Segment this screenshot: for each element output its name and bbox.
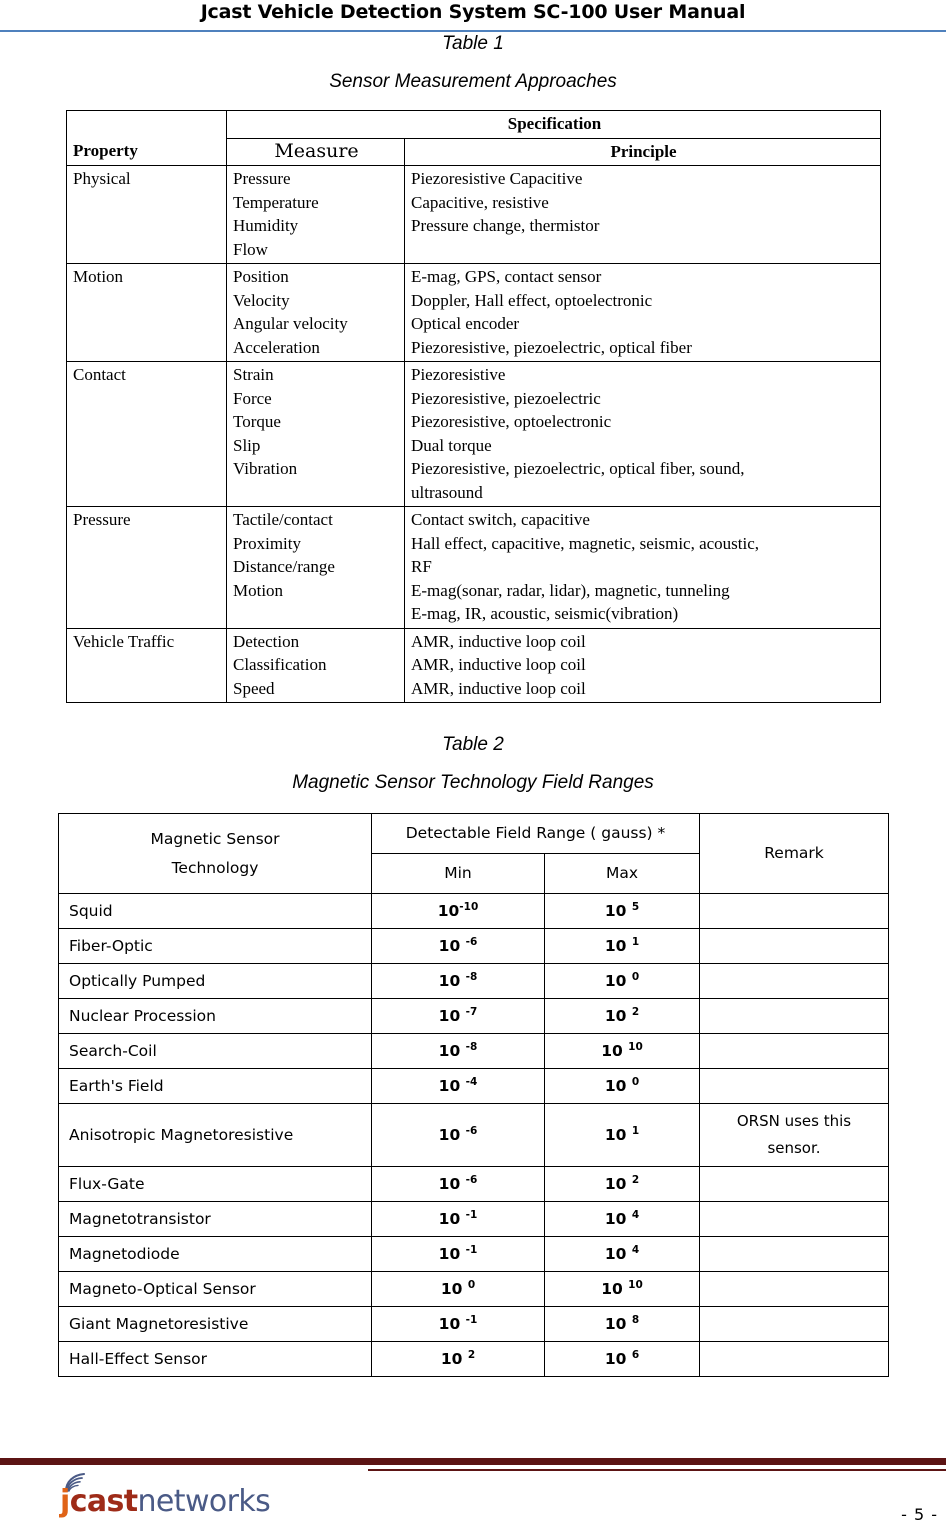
table2-col-field-range: Detectable Field Range ( gauss) * xyxy=(372,814,700,854)
cell-technology: Anisotropic Magnetoresistive xyxy=(59,1104,372,1167)
cell-measure xyxy=(227,264,405,362)
cell-line: Hall effect, capacitive, magnetic, seismic, acoustic, xyxy=(411,533,760,553)
cell-line: Speed xyxy=(233,678,275,698)
footer-divider-thin xyxy=(368,1469,946,1471)
value-exponent: 0 xyxy=(631,1075,640,1088)
value-base: 10 xyxy=(604,1210,632,1228)
logo-part-j: j xyxy=(60,1484,70,1519)
value-base: 10 xyxy=(438,1315,466,1333)
value-exponent: 2 xyxy=(467,1348,476,1361)
cell-technology: Magnetotransistor xyxy=(59,1202,372,1237)
value-base: 10 xyxy=(438,1175,466,1193)
cell-technology: Squid xyxy=(59,894,372,929)
cell-line: AMR, inductive loop coil xyxy=(411,655,586,674)
cell-min xyxy=(372,1237,545,1272)
value-base: 10 xyxy=(604,1245,632,1263)
table1-caption-number: Table 1 xyxy=(442,33,504,54)
table1-caption xyxy=(0,32,946,94)
cell-line: Velocity xyxy=(233,290,290,310)
magnetic-sensor-field-ranges-table xyxy=(58,813,889,1377)
cell-technology: Earth's Field xyxy=(59,1069,372,1104)
cell-min xyxy=(372,1272,545,1307)
sensor-measurement-approaches-table xyxy=(66,110,881,703)
value-base: 10 xyxy=(438,1077,466,1095)
value-base: 10 xyxy=(438,1042,466,1060)
cell-technology: Optically Pumped xyxy=(59,964,372,999)
cell-technology: Flux-Gate xyxy=(59,1167,372,1202)
value-exponent: 1 xyxy=(631,935,640,948)
cell-max xyxy=(545,1167,700,1202)
table-row xyxy=(67,507,881,629)
value-exponent: -8 xyxy=(465,970,478,983)
cell-line: Humidity xyxy=(233,216,299,235)
value-base: 10 xyxy=(438,972,466,990)
table1-body xyxy=(67,166,881,703)
cell-line: Motion xyxy=(73,267,124,286)
table-row xyxy=(67,628,881,703)
table2-col-min: Min xyxy=(372,854,545,894)
cell-min xyxy=(372,1202,545,1237)
table2-caption xyxy=(0,733,946,795)
value-exponent: 2 xyxy=(631,1005,640,1018)
cell-min xyxy=(372,1034,545,1069)
value-exponent: -1 xyxy=(465,1313,478,1326)
value-base: 10 xyxy=(604,1175,632,1193)
value-base: 10 xyxy=(437,902,460,920)
value-exponent: -1 xyxy=(465,1208,478,1221)
cell-line: Piezoresistive, piezoelectric xyxy=(411,388,601,408)
value-base: 10 xyxy=(604,1315,632,1333)
cell-remark xyxy=(700,1167,889,1202)
value-base: 10 xyxy=(438,1007,466,1025)
table1-col-specification: Specification xyxy=(227,111,881,139)
table-row xyxy=(59,894,889,929)
cell-measure xyxy=(227,362,405,507)
cell-max xyxy=(545,1034,700,1069)
cell-max xyxy=(545,1237,700,1272)
value-base: 10 xyxy=(440,1280,468,1298)
cell-property xyxy=(67,628,227,703)
value-exponent: 6 xyxy=(631,1348,640,1361)
cell-min xyxy=(372,1307,545,1342)
cell-technology: Magneto-Optical Sensor xyxy=(59,1272,372,1307)
logo-wordmark xyxy=(60,1485,270,1519)
value-base: 10 xyxy=(604,1077,632,1095)
cell-line: Contact switch, capacitive xyxy=(411,510,590,529)
value-base: 10 xyxy=(440,1350,468,1368)
value-exponent: 10 xyxy=(628,1040,643,1053)
cell-line: Pressure xyxy=(233,169,291,188)
cell-max xyxy=(545,999,700,1034)
page-footer xyxy=(0,1452,946,1527)
cell-line: Torque xyxy=(233,412,281,431)
table2-col-technology-line: Technology xyxy=(171,858,259,877)
logo-part-networks: networks xyxy=(137,1484,271,1519)
table2-head xyxy=(59,814,889,894)
cell-line: AMR, inductive loop coil xyxy=(411,631,586,651)
page-header xyxy=(0,0,946,32)
value-base: 10 xyxy=(438,1210,466,1228)
cell-remark xyxy=(700,1069,889,1104)
value-exponent: 0 xyxy=(631,970,640,983)
cell-line: Piezoresistive, piezoelectric, optical fiber, sound, xyxy=(411,459,745,478)
cell-principle xyxy=(405,166,881,264)
table-row xyxy=(67,362,881,507)
table1-col-principle: Principle xyxy=(405,138,881,166)
footer-divider-thick xyxy=(0,1458,946,1465)
table1-wrapper xyxy=(0,110,946,703)
cell-remark xyxy=(700,964,889,999)
cell-min xyxy=(372,1342,545,1377)
table2-col-technology-line: Magnetic Sensor xyxy=(150,829,280,848)
table1-col-measure: Measure xyxy=(227,138,405,166)
value-base: 10 xyxy=(604,972,632,990)
cell-line: Acceleration xyxy=(233,337,320,357)
cell-remark: ORSN uses this sensor. xyxy=(700,1104,889,1167)
value-exponent: -4 xyxy=(465,1075,478,1088)
value-exponent: -6 xyxy=(465,1173,478,1186)
cell-line: Piezoresistive Capacitive xyxy=(411,169,583,188)
cell-max xyxy=(545,929,700,964)
cell-min xyxy=(372,894,545,929)
cell-line: Vibration xyxy=(233,459,298,478)
cell-max xyxy=(545,1307,700,1342)
cell-max xyxy=(545,964,700,999)
cell-line: Optical encoder xyxy=(411,314,520,333)
page-number: - 5 - xyxy=(901,1505,938,1524)
cell-line: Distance/range xyxy=(233,557,335,576)
value-base: 10 xyxy=(438,1126,466,1144)
cell-line: Angular velocity xyxy=(233,314,348,333)
table-row xyxy=(59,999,889,1034)
cell-max xyxy=(545,1104,700,1167)
table-row xyxy=(59,1167,889,1202)
cell-principle xyxy=(405,628,881,703)
value-base: 10 xyxy=(601,1042,629,1060)
table1-head xyxy=(67,111,881,166)
value-exponent: 2 xyxy=(631,1173,640,1186)
cell-line: E-mag(sonar, radar, lidar), magnetic, tunneling xyxy=(411,580,730,600)
table-row xyxy=(67,264,881,362)
cell-line: E-mag, IR, acoustic, seismic(vibration) xyxy=(411,604,679,623)
value-base: 10 xyxy=(604,1350,632,1368)
cell-measure xyxy=(227,628,405,703)
cell-line: Piezoresistive, optoelectronic xyxy=(411,412,612,431)
cell-min xyxy=(372,1104,545,1167)
cell-remark xyxy=(700,929,889,964)
cell-line: AMR, inductive loop coil xyxy=(411,678,586,698)
value-base: 10 xyxy=(601,1280,629,1298)
table-row xyxy=(59,964,889,999)
cell-remark xyxy=(700,1202,889,1237)
cell-line: RF xyxy=(411,557,432,576)
page-content xyxy=(0,32,946,1377)
cell-line: Contact xyxy=(73,365,126,384)
cell-remark xyxy=(700,1272,889,1307)
cell-measure xyxy=(227,166,405,264)
table-row xyxy=(59,1237,889,1272)
cell-line: Proximity xyxy=(233,533,302,553)
table2-col-technology xyxy=(59,814,372,894)
cell-line: Flow xyxy=(233,239,268,259)
value-exponent: -1 xyxy=(465,1243,478,1256)
value-exponent: 4 xyxy=(631,1243,640,1256)
table-row xyxy=(59,1104,889,1167)
table1-col-property: Property xyxy=(67,111,227,166)
cell-remark xyxy=(700,894,889,929)
cell-max xyxy=(545,1272,700,1307)
table2-col-remark: Remark xyxy=(700,814,889,894)
cell-line: Pressure change, thermistor xyxy=(411,216,600,235)
cell-max xyxy=(545,1342,700,1377)
value-base: 10 xyxy=(604,937,632,955)
cell-remark xyxy=(700,999,889,1034)
cell-technology: Nuclear Procession xyxy=(59,999,372,1034)
cell-line: Piezoresistive, piezoelectric, optical fiber xyxy=(411,337,692,357)
table-row xyxy=(59,1342,889,1377)
table2-header-row-1 xyxy=(59,814,889,854)
value-exponent: -8 xyxy=(465,1040,478,1053)
cell-line: Force xyxy=(233,388,272,408)
cell-remark xyxy=(700,1034,889,1069)
table2-col-max: Max xyxy=(545,854,700,894)
value-exponent: 10 xyxy=(628,1278,643,1291)
cell-line: Position xyxy=(233,267,289,286)
table2-caption-number: Table 2 xyxy=(442,734,504,755)
value-exponent: 8 xyxy=(631,1313,640,1326)
cell-remark xyxy=(700,1342,889,1377)
table-row xyxy=(59,1202,889,1237)
table-row xyxy=(59,1069,889,1104)
table1-caption-title: Sensor Measurement Approaches xyxy=(329,71,617,92)
cell-technology: Fiber-Optic xyxy=(59,929,372,964)
table-row xyxy=(59,1034,889,1069)
cell-min xyxy=(372,964,545,999)
value-exponent: -6 xyxy=(465,1124,478,1137)
cell-min xyxy=(372,1167,545,1202)
cell-min xyxy=(372,1069,545,1104)
table-row xyxy=(59,929,889,964)
cell-principle xyxy=(405,362,881,507)
cell-line: Classification xyxy=(233,655,327,674)
cell-line: Piezoresistive xyxy=(411,365,506,384)
cell-line: Tactile/contact xyxy=(233,510,333,529)
table2-body xyxy=(59,894,889,1377)
table1-header-row-1 xyxy=(67,111,881,139)
value-exponent: 4 xyxy=(631,1208,640,1221)
cell-line: ultrasound xyxy=(411,482,483,502)
value-base: 10 xyxy=(604,1007,632,1025)
cell-remark xyxy=(700,1237,889,1272)
table2-wrapper xyxy=(0,813,946,1377)
value-base: 10 xyxy=(604,902,632,920)
cell-line: E-mag, GPS, contact sensor xyxy=(411,267,602,286)
cell-line: Detection xyxy=(233,631,300,651)
logo-part-cast: cast xyxy=(69,1484,138,1519)
value-exponent: -7 xyxy=(465,1005,478,1018)
value-base: 10 xyxy=(438,937,466,955)
cell-principle xyxy=(405,264,881,362)
cell-max xyxy=(545,894,700,929)
cell-line: Physical xyxy=(73,169,131,188)
cell-technology: Search-Coil xyxy=(59,1034,372,1069)
table-row xyxy=(59,1307,889,1342)
value-exponent: -6 xyxy=(465,935,478,948)
value-base: 10 xyxy=(438,1245,466,1263)
jcastnetworks-logo xyxy=(22,1471,271,1527)
cell-line: Motion xyxy=(233,580,284,600)
cell-line: Strain xyxy=(233,365,274,384)
cell-measure xyxy=(227,507,405,629)
cell-line: Doppler, Hall effect, optoelectronic xyxy=(411,290,653,310)
cell-property xyxy=(67,362,227,507)
cell-technology: Magnetodiode xyxy=(59,1237,372,1272)
page-title: Jcast Vehicle Detection System SC-100 User Manual xyxy=(200,1,746,23)
cell-min xyxy=(372,999,545,1034)
cell-property xyxy=(67,507,227,629)
cell-remark xyxy=(700,1307,889,1342)
cell-line: Temperature xyxy=(233,192,319,212)
cell-line: Vehicle Traffic xyxy=(73,631,175,651)
cell-line: Dual torque xyxy=(411,435,492,455)
value-base: 10 xyxy=(604,1126,632,1144)
value-exponent: -10 xyxy=(459,900,479,913)
cell-line: Capacitive, resistive xyxy=(411,192,549,212)
table2-caption-title: Magnetic Sensor Technology Field Ranges xyxy=(292,772,654,793)
cell-max xyxy=(545,1202,700,1237)
cell-technology: Giant Magnetoresistive xyxy=(59,1307,372,1342)
value-exponent: 5 xyxy=(631,900,640,913)
table-row xyxy=(59,1272,889,1307)
cell-line: Slip xyxy=(233,435,261,455)
cell-max xyxy=(545,1069,700,1104)
cell-property xyxy=(67,264,227,362)
value-exponent: 0 xyxy=(467,1278,476,1291)
cell-principle xyxy=(405,507,881,629)
cell-line: Pressure xyxy=(73,510,131,529)
value-exponent: 1 xyxy=(631,1124,640,1137)
cell-min xyxy=(372,929,545,964)
table-row xyxy=(67,166,881,264)
cell-property xyxy=(67,166,227,264)
cell-technology: Hall-Effect Sensor xyxy=(59,1342,372,1377)
